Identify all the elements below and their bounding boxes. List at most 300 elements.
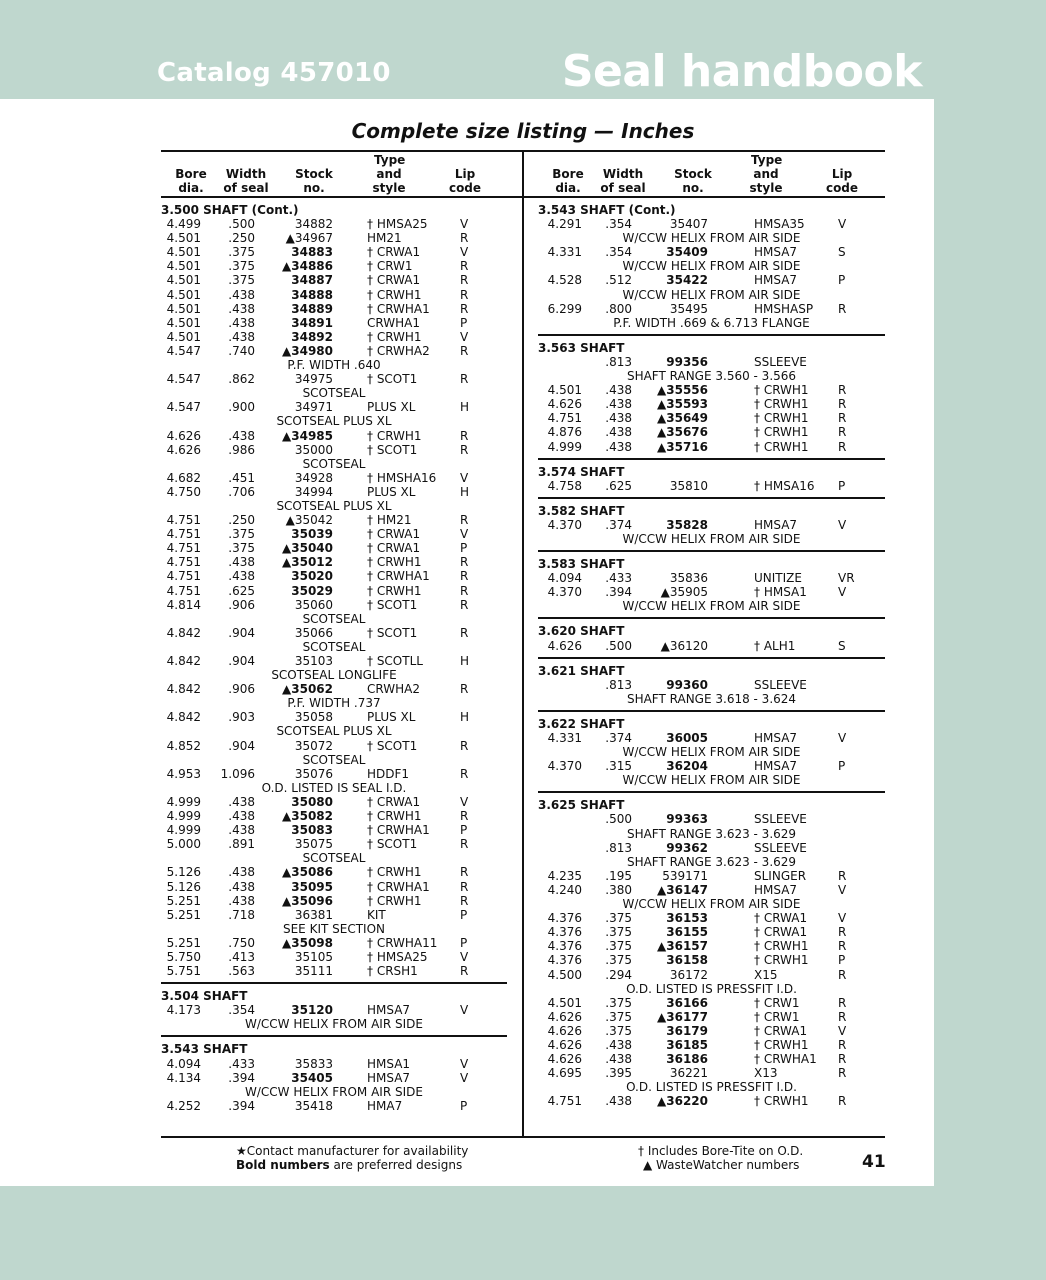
row-note: W/CCW HELIX FROM AIR SIDE [622,531,801,546]
lip-code: V [460,1056,469,1071]
bore-dia: 4.501 [166,259,201,274]
seal-width: .394 [228,1098,255,1113]
bore-dia: 4.751 [166,513,201,528]
lip-code: R [460,964,469,979]
row-note: SCOTSEAL LONGLIFE [271,668,397,683]
stock-no: ▲36220 [657,1094,708,1109]
stock-no: 36186 [666,1052,708,1067]
type-style: SLINGER [754,868,807,883]
type-style: † CRWH1 [367,893,422,908]
lip-code: H [460,400,470,415]
seal-width: .906 [228,597,255,612]
bore-dia: 4.626 [547,397,582,412]
note-row [161,696,507,710]
seal-width: .438 [605,439,632,454]
note-row [538,259,885,273]
lip-code: V [460,527,469,542]
stock-no: ▲36147 [657,882,708,897]
note-row [161,1017,507,1031]
table-row [161,809,507,823]
table-row [538,731,885,745]
stock-no: ▲35676 [657,425,708,440]
table-row [161,527,507,541]
table-row [538,953,885,967]
stock-no: 36153 [666,911,708,926]
table-row [538,678,885,692]
lip-code: P [838,273,846,288]
bore-dia: 4.370 [547,517,582,532]
hdr-lip: Lip [454,167,476,181]
preferred-note [236,1158,468,1172]
hdr-stock: Stock [295,167,333,181]
type-style: † CRWH1 [367,809,422,824]
hdr-lip: Lip [831,167,853,181]
stock-no: ▲35716 [657,439,708,454]
shaft-section-title: 3.504 SHAFT [161,989,248,1004]
hdr-of-seal: of seal [223,181,269,195]
seal-width: .375 [605,925,632,940]
seal-width: .394 [605,585,632,600]
table-row [161,598,507,612]
bore-dia: 4.876 [547,425,582,440]
lip-code: S [838,245,846,260]
note-row [538,231,885,245]
type-style: † CRW1 [754,1009,800,1024]
stock-no: 99356 [666,354,708,369]
table-row [161,555,507,569]
lip-code: R [460,273,469,288]
type-style: UNITIZE [754,571,802,586]
seal-width: .900 [228,400,255,415]
row-note: SHAFT RANGE 3.623 - 3.629 [626,854,797,869]
type-style: HMSHASP [754,301,814,316]
bore-dia: 4.999 [166,794,201,809]
table-row [161,259,507,273]
type-style: † SCOT1 [367,372,418,387]
note-row [538,288,885,302]
stock-no: 35405 [291,1070,333,1085]
row-note: SCOTSEAL [302,752,366,767]
stock-no: 35111 [294,964,333,979]
stock-no: ▲36157 [657,939,708,954]
shaft-section-title: 3.620 SHAFT [538,624,625,639]
column-headers-left [161,153,506,195]
shaft-section [538,334,885,454]
lip-code: R [838,868,847,883]
note-row [161,414,507,428]
note-row [538,827,885,841]
stock-no: ▲34886 [282,259,333,274]
hdr-type-top: Type [374,153,406,167]
bore-dia: 4.501 [547,383,582,398]
row-note: SCOTSEAL PLUS XL [276,498,392,513]
lip-code: P [460,541,468,556]
lip-code: R [460,442,469,457]
stock-no: 35076 [294,766,333,781]
table-row [538,518,885,532]
footer-notes-left [236,1144,468,1172]
seal-width: .394 [228,1070,255,1085]
lip-code: R [460,583,469,598]
table-row [161,950,507,964]
header-band [0,0,1046,100]
type-style: † CRWH1 [367,428,422,443]
table-row [161,443,507,457]
seal-width: .740 [228,343,255,358]
bore-dia: 4.999 [166,809,201,824]
note-row [538,1080,885,1094]
table-row [161,739,507,753]
table-row [538,585,885,599]
table-row [161,767,507,781]
seal-width: .904 [228,654,255,668]
type-style: HDDF1 [367,766,410,781]
bore-tite-note: † Includes Bore-Tite on O.D. [638,1144,804,1158]
stock-no: 36381 [294,907,333,922]
table-row [161,880,507,894]
hdr-and: and [753,167,779,181]
table-row [161,429,507,443]
note-row [161,851,507,865]
table-row [161,316,507,330]
seal-width: .438 [605,383,632,398]
bore-dia: 4.758 [547,478,582,493]
stock-no: 36005 [666,731,708,745]
seal-width: .354 [228,1003,255,1018]
lip-code: R [838,439,847,454]
type-style: † HMSA25 [367,217,428,232]
row-note: SHAFT RANGE 3.560 - 3.566 [626,369,797,384]
note-row [538,745,885,759]
seal-width: .706 [228,484,255,499]
table-row [538,397,885,411]
lip-code: R [460,865,469,880]
column-headers-right [538,153,883,195]
table-row [161,344,507,358]
table-row [161,513,507,527]
row-note: SCOTSEAL [302,386,366,401]
table-row [538,1010,885,1024]
stock-no: 35836 [669,571,708,586]
type-style: † CRWA1 [754,911,808,926]
lip-code: R [460,738,469,753]
table-row [538,925,885,939]
row-note: SCOTSEAL [302,851,366,866]
table-row [161,372,507,386]
lip-code: P [838,953,846,968]
stock-no: 35072 [294,738,333,753]
seal-width: .354 [605,217,632,232]
row-note: SCOTSEAL [302,456,366,471]
bore-dia: 4.501 [166,329,201,344]
right-listing-column [538,203,885,1112]
type-style: X15 [754,967,778,982]
row-note: W/CCW HELIX FROM AIR SIDE [622,599,801,614]
stock-no: ▲35098 [282,935,333,950]
table-row [161,217,507,231]
table-row [161,1099,507,1113]
table-row [161,288,507,302]
table-row [538,355,885,369]
note-row [538,316,885,330]
seal-width: .438 [228,809,255,824]
seal-width: .375 [605,1009,632,1024]
stock-no: 35422 [666,273,708,288]
row-note: SHAFT RANGE 3.623 - 3.629 [626,826,797,841]
bore-dia: 4.626 [547,1009,582,1024]
row-note: W/CCW HELIX FROM AIR SIDE [622,231,801,246]
note-row [161,612,507,626]
seal-width: 1.096 [220,766,255,781]
type-style: † CRWH1 [754,383,809,398]
bold-numbers-label: Bold numbers [236,1158,330,1172]
lip-code: R [838,1094,847,1109]
stock-no: 36185 [666,1037,708,1052]
bore-dia: 4.547 [166,400,201,415]
note-row [538,982,885,996]
table-row [538,302,885,316]
type-style: † HMSA25 [367,949,428,964]
table-row [161,654,507,668]
seal-width: .375 [228,273,255,288]
table-row [538,479,885,493]
table-row [161,682,507,696]
stock-no: 35020 [291,569,333,584]
stock-no: 35103 [294,654,333,668]
table-row [538,1038,885,1052]
seal-width: .438 [228,865,255,880]
type-style: † CRWH1 [754,1037,809,1052]
seal-width: .374 [605,517,632,532]
bore-dia: 4.501 [166,287,201,302]
bore-dia: 4.751 [166,583,201,598]
seal-width: .904 [228,625,255,640]
bore-dia: 4.235 [547,868,582,883]
type-style: HMSA7 [754,273,798,288]
table-row [538,869,885,883]
lip-code: R [460,231,469,246]
stock-no: 35075 [294,837,333,852]
shaft-section [538,617,885,652]
shaft-section-title: 3.543 SHAFT [161,1042,248,1057]
shaft-section [161,1035,507,1112]
row-note: O.D. LISTED IS PRESSFIT I.D. [626,1080,797,1095]
bore-dia: 5.000 [166,837,201,852]
seal-width: .315 [605,759,632,774]
shaft-section [538,791,885,1108]
stock-no: 36158 [666,953,708,968]
note-row [161,1085,507,1099]
bore-dia: 5.126 [166,865,201,880]
type-style: SSLEEVE [754,812,807,827]
bore-dia: 4.999 [547,439,582,454]
stock-no: 35407 [669,217,708,232]
table-row [161,541,507,555]
type-style: † CRWHA1 [367,823,430,838]
type-style: † CRWH1 [367,287,422,302]
table-row [538,217,885,231]
stock-no: ▲35556 [657,383,708,398]
table-row [161,1071,507,1085]
table-row [161,400,507,414]
table-row [161,865,507,879]
seal-width: .438 [228,329,255,344]
lip-code: R [838,1066,847,1081]
type-style: HMSA7 [754,882,798,897]
bore-dia: 4.751 [547,411,582,426]
footer-notes-right [638,1144,803,1172]
lip-code: R [838,925,847,940]
shaft-section [538,657,885,706]
type-style: † CRWH1 [754,439,809,454]
lip-code: V [460,217,469,232]
seal-width: .813 [605,677,632,692]
table-row [538,1052,885,1066]
bore-dia: 5.751 [166,964,201,979]
lip-code: V [460,245,469,260]
stock-no: 34891 [291,315,333,330]
type-style: CRWHA2 [367,682,420,697]
lip-code: H [460,484,470,499]
note-row [538,855,885,869]
stock-no: ▲35905 [660,585,708,600]
type-style: SSLEEVE [754,840,807,855]
type-style: † CRWH1 [754,1094,809,1109]
seal-width: .250 [228,231,255,246]
column-divider [522,150,524,1138]
stock-no: 34882 [294,217,333,232]
stock-no: 99363 [666,812,708,827]
bore-dia: 4.842 [166,710,201,725]
stock-no: 34994 [294,484,333,499]
lip-code: H [460,654,470,668]
bore-dia: 4.094 [166,1056,201,1071]
seal-width: .375 [228,541,255,556]
bore-dia: 4.842 [166,654,201,668]
bore-dia: 4.501 [166,273,201,288]
type-style: † CRWH1 [754,411,809,426]
lip-code: V [838,585,847,600]
bore-dia: 4.953 [166,766,201,781]
stock-no: 35029 [291,583,333,598]
lip-code: R [460,809,469,824]
seal-width: .375 [228,527,255,542]
seal-width: .438 [605,397,632,412]
stock-no: ▲35086 [282,865,333,880]
seal-width: .904 [228,738,255,753]
type-style: † SCOT1 [367,625,418,640]
lip-code: R [460,837,469,852]
seal-width: .813 [605,840,632,855]
seal-width: .903 [228,710,255,725]
stock-no: 34883 [291,245,333,260]
type-style: HMSA7 [754,245,798,260]
type-style: † CRSH1 [367,964,418,979]
table-row [538,812,885,826]
lip-code: R [460,597,469,612]
row-note: W/CCW HELIX FROM AIR SIDE [622,773,801,788]
seal-width: .375 [605,911,632,926]
lip-code: P [460,823,468,838]
stock-no: 99360 [666,677,708,692]
row-note: P.F. WIDTH .640 [287,358,381,373]
note-row [161,753,507,767]
seal-width: .195 [605,868,632,883]
lip-code: R [460,879,469,894]
bore-dia: 4.626 [166,428,201,443]
bore-dia: 4.626 [547,1023,582,1038]
seal-width: .438 [605,1094,632,1109]
lip-code: V [838,517,847,532]
lip-code: V [838,911,847,926]
row-note: SEE KIT SECTION [282,921,386,936]
lip-code: S [838,638,846,653]
seal-width: .891 [228,837,255,852]
table-row [161,894,507,908]
bore-dia: 4.252 [166,1098,201,1113]
table-row [161,936,507,950]
type-style: † CRWH1 [754,939,809,954]
bore-dia: 4.852 [166,738,201,753]
lip-code: V [838,731,847,745]
hdr-bore: Bore [175,167,207,181]
type-style: † CRWH1 [367,555,422,570]
table-row [538,1024,885,1038]
table-row [538,639,885,653]
seal-width: .625 [605,478,632,493]
stock-no: 36204 [666,759,708,774]
type-style: † CRWHA1 [367,301,430,316]
type-style: † CRWA1 [754,925,808,940]
type-style: † SCOT1 [367,442,418,457]
lip-code: R [460,372,469,387]
lip-code: H [460,710,470,725]
bore-dia: 4.842 [166,625,201,640]
type-style: † CRWH1 [754,953,809,968]
note-row [161,724,507,738]
type-style: † CRW1 [367,259,413,274]
lip-code: V [460,1070,469,1085]
stock-no: ▲35082 [282,809,333,824]
type-style: † HM21 [367,513,412,528]
table-row [538,1066,885,1080]
bore-dia: 4.547 [166,372,201,387]
seal-width: .438 [228,794,255,809]
bore-dia: 4.501 [166,301,201,316]
type-style: † CRWH1 [754,425,809,440]
hdr-dia: dia. [178,181,204,195]
lip-code: P [460,315,468,330]
type-style: † HMSHA16 [367,470,437,485]
note-row [538,532,885,546]
availability-note: ★Contact manufacturer for availability [236,1144,469,1158]
stock-no: ▲35062 [282,682,333,697]
bore-dia: 4.376 [547,939,582,954]
lip-code: R [460,625,469,640]
stock-no: ▲34967 [285,231,333,246]
bore-dia: 4.547 [166,343,201,358]
table-row [538,440,885,454]
lip-code: P [838,478,846,493]
shaft-section-title: 3.543 SHAFT (Cont.) [538,203,676,217]
bore-dia: 4.500 [547,967,582,982]
seal-width: .750 [228,935,255,950]
note-row [161,457,507,471]
note-row [538,599,885,613]
seal-width: .375 [605,939,632,954]
bore-dia: 4.750 [166,484,201,499]
preferred-note-rest: are preferred designs [329,1158,463,1172]
